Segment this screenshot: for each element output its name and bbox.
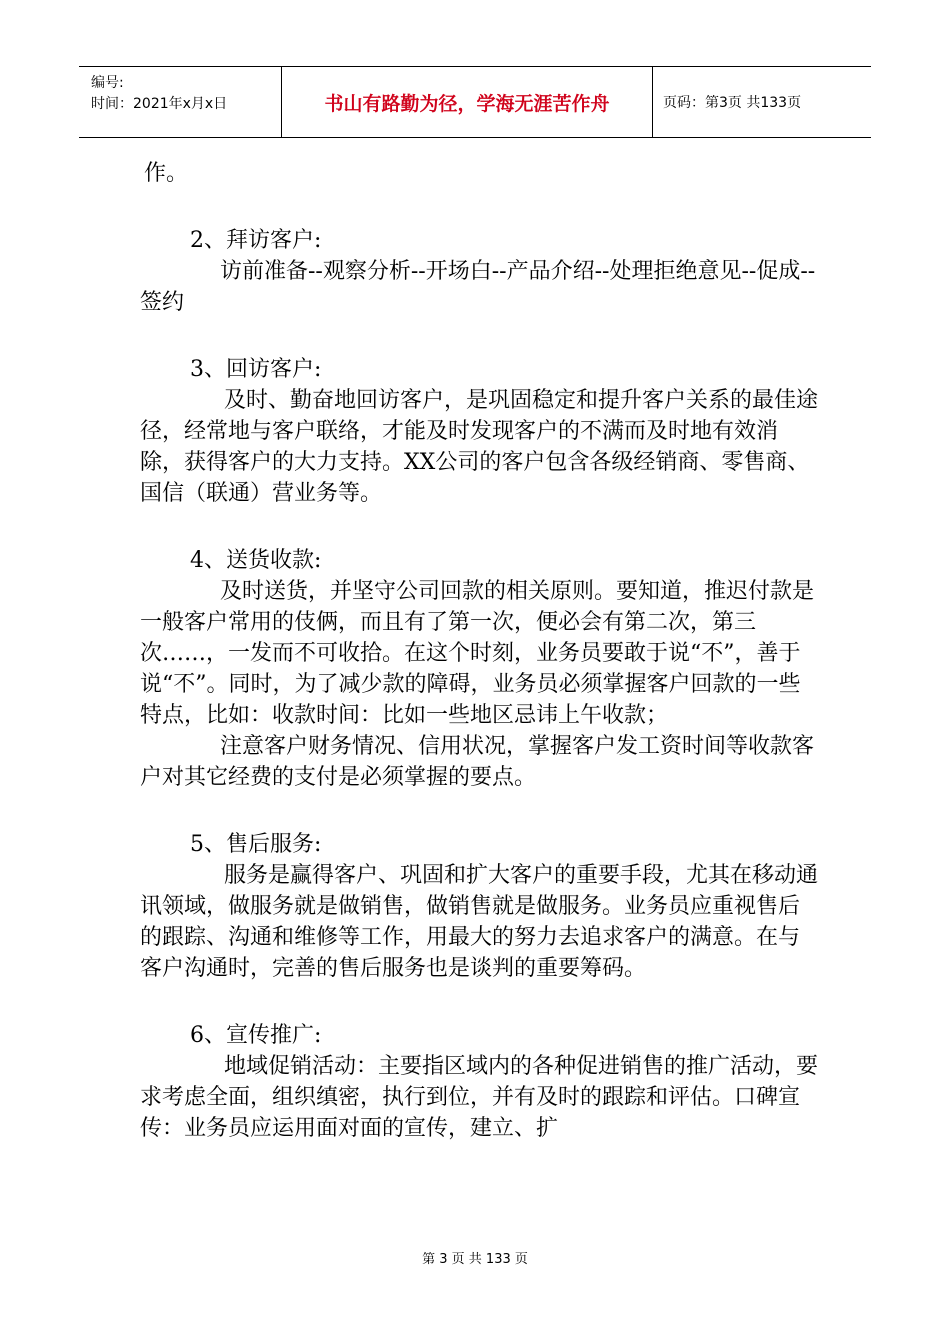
section-paragraph: 服务是赢得客户、巩固和扩大客户的重要手段，尤其在移动通讯领域，做服务就是做销售，做销售就是做服务。业务员应重视售后的跟踪、沟通和维修等工作，用最大的努力去追求客户的满意。在与客户沟通时，完善的售后服务也是谈判的重要筹码。: [140, 863, 819, 981]
header-page-info: 页码：第3页 共133页: [663, 95, 802, 111]
section-heading: 3、回访客户:: [190, 357, 322, 382]
section-heading: 4、送货收款:: [190, 548, 322, 573]
document-body: [140, 158, 820, 1144]
section-paragraph: 及时、勤奋地回访客户，是巩固稳定和提升客户关系的最佳途径，经常地与客户联络，才能及时发现客户的不满而及时地有效消除，获得客户的大力支持。XX公司的客户包含各级经销商、零售商、国信（联通）营业务等。: [140, 388, 819, 506]
header-motto: 书山有路勤为径，学海无涯苦作舟: [282, 67, 653, 137]
section-paragraph: 及时送货，并坚守公司回款的相关原则。要知道，推迟付款是一般客户常用的伎俩，而且有了第一次，便必会有第二次，第三次……，一发而不可收拾。在这个时刻，业务员要敢于说“不”，善于说“不”。同时，为了减少款的障碍，业务员必须掌握客户回款的一些特点，比如：收款时间：比如一些地区忌讳上午收款；: [140, 579, 815, 728]
section-heading: 5、售后服务:: [190, 832, 322, 857]
section-paragraph: 注意客户财务情况、信用状况，掌握客户发工资时间等收款客户对其它经费的支付是必须掌握的要点。: [140, 734, 815, 790]
section-heading: 6、宣传推广:: [190, 1023, 322, 1048]
page-header: [79, 66, 871, 138]
page-footer: 第 3 页 共 133 页: [422, 1252, 528, 1267]
continuation-text: 作。: [144, 161, 189, 186]
section-heading: 2、拜访客户:: [190, 228, 322, 253]
section-paragraph: 地域促销活动：主要指区域内的各种促进销售的推广活动，要求考虑全面，组织缜密，执行到位，并有及时的跟踪和评估。口碑宣传：业务员应运用面对面的宣传，建立、扩: [140, 1054, 819, 1141]
section-paragraph: 访前准备--观察分析--开场白--产品介绍--处理拒绝意见--促成--签约: [140, 259, 816, 315]
header-time-label: 时间：2021年x月x日: [91, 96, 228, 112]
header-number-label: 编号:: [91, 75, 124, 91]
header-meta: [79, 67, 282, 137]
